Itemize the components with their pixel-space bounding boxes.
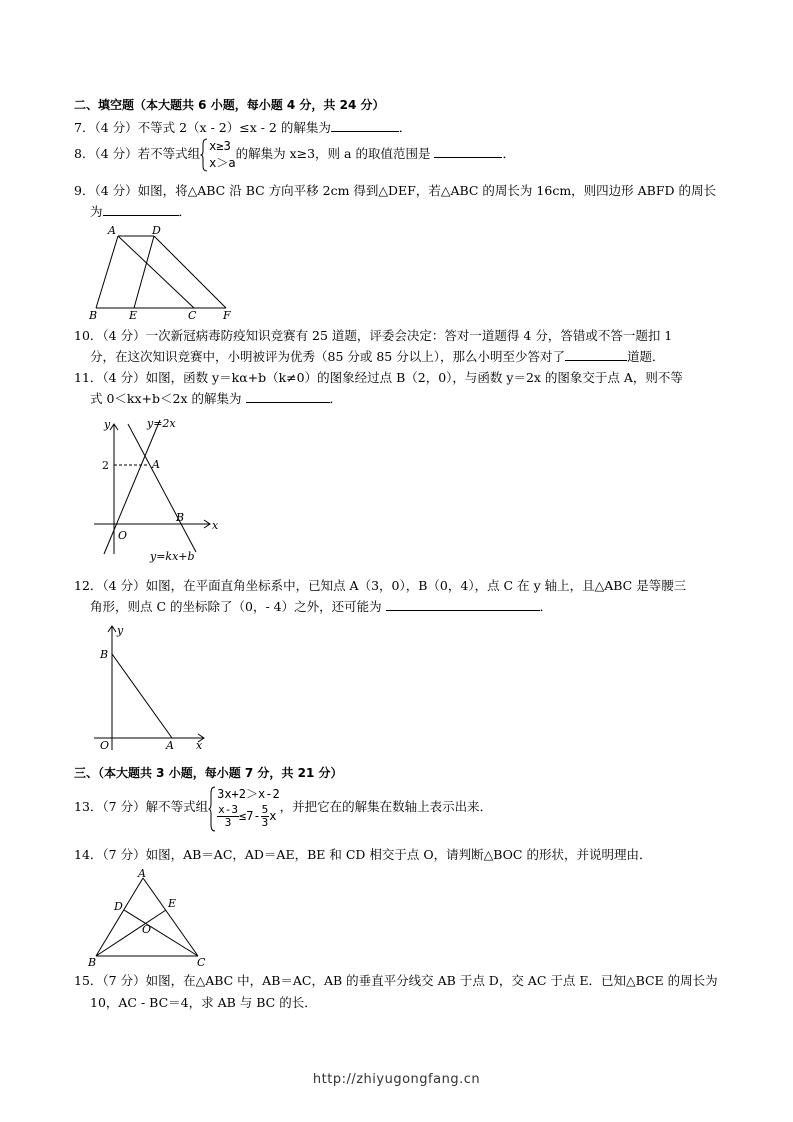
question-14: 14．（7 分）如图，AB＝AC，AD＝AE，BE 和 CD 相交于点 O，请判断△BOC 的形状，并说明理由．	[74, 847, 652, 862]
question-12-end: ．	[539, 599, 553, 614]
question-11-line-2-text: 式 0＜kx+b＜2x 的解集为	[90, 391, 242, 406]
question-10-line-2	[90, 348, 665, 365]
question-15-line-1: 15．（7 分）如图，在△ABC 中，AB＝AC，AB 的垂直平分线交 AB 于点 D，交 AC 于点 E．已知△BCE 的周长为	[74, 973, 718, 988]
axis-label-y: y	[104, 418, 111, 431]
question-12-line-2-text: 角形，则点 C 的坐标除了（0，- 4）之外，还可能为	[90, 599, 382, 614]
footer-url[interactable]: http://zhiyugongfang.cn	[312, 1072, 481, 1087]
answer-blank-10[interactable]	[565, 348, 627, 361]
answer-blank-8[interactable]	[434, 145, 502, 158]
answer-blank-11[interactable]	[246, 390, 330, 403]
question-10-end: 道题．	[626, 349, 665, 364]
fraction-1	[217, 804, 239, 829]
answer-blank-9[interactable]	[103, 203, 179, 216]
question-7-end: ．	[398, 120, 412, 135]
point-label-a: A	[166, 739, 174, 752]
figure-11-graph	[90, 414, 230, 566]
question-8-pre: 8．（4 分）若不等式组	[74, 146, 201, 161]
question-10-line-1: 10．（4 分）一次新冠病毒防疫知识竞赛有 25 道题，评委会决定：答对一道题得 4 分，答错或不答一题扣 1	[74, 328, 673, 343]
point-label-b: B	[176, 511, 185, 524]
axis-label-y: y	[117, 624, 124, 637]
question-10-line-2-text: 分，在这次知识竞赛中，小明被评为优秀（85 分或 85 分以上），那么小明至少答对了	[90, 349, 565, 364]
point-label-a: A	[152, 458, 160, 471]
question-11-line-2	[90, 390, 342, 407]
point-label-c: C	[188, 309, 197, 322]
question-13-pre: 13．（7 分）解不等式组	[74, 799, 209, 814]
question-11-line-1: 11．（4 分）如图，函数 y＝kα+b（k≠0）的图象经过点 B（2，0），与函数 y＝2x 的图象交于点 A，则不等	[74, 370, 683, 385]
origin-label: O	[118, 529, 128, 542]
line-label-kxb: y=kx+b	[150, 550, 195, 563]
origin-label: O	[100, 739, 110, 752]
question-11-end: ．	[329, 391, 343, 406]
point-label-o: O	[142, 923, 152, 936]
question-9-line-1: 9．（4 分）如图，将△ABC 沿 BC 方向平移 2cm 得到△DEF，若△ABC 的周长为 16cm，则四边形 ABFD 的周长	[74, 183, 717, 198]
question-12-line-1: 12．（4 分）如图，在平面直角坐标系中，已知点 A（3，0），B（0，4），点 C 在 y 轴上，且△ABC 是等腰三	[74, 578, 687, 593]
question-7	[74, 119, 411, 136]
inequality-middle: ≤7-	[238, 809, 261, 823]
system-row-1: x≥3	[209, 138, 231, 153]
section-2-title: 二、填空题（本大题共 6 小题，每小题 4 分，共 24 分）	[74, 98, 385, 112]
question-9-line-2-text: 为	[90, 204, 103, 219]
point-label-c: C	[197, 956, 206, 969]
axis-label-x: x	[196, 739, 203, 752]
point-label-b: B	[89, 309, 98, 322]
system-row-2: x＞a	[209, 155, 236, 170]
point-label-a: A	[108, 224, 116, 237]
question-7-text: 7．（4 分）不等式 2（x - 2）≤x - 2 的解集为	[74, 120, 331, 135]
fraction-2-numerator: 5	[261, 803, 269, 816]
fraction-2	[261, 804, 270, 829]
question-12-line-2	[90, 598, 552, 615]
figure-9-translation	[86, 222, 246, 322]
question-8	[74, 137, 515, 172]
line-label-2x: y=2x	[147, 417, 176, 430]
section-3-title: 三、（本大题共 3 小题，每小题 7 分，共 21 分）	[74, 766, 343, 780]
point-label-a: A	[138, 867, 146, 880]
axis-label-x: x	[212, 519, 219, 532]
tick-label-2: 2	[102, 459, 109, 472]
fraction-2-denominator: 3	[261, 816, 269, 829]
point-label-e: E	[129, 309, 138, 322]
question-13-post: ，并把它在的解集在数轴上表示出来．	[279, 799, 493, 814]
question-9-line-2	[90, 203, 191, 220]
brace-icon	[208, 786, 216, 832]
inequality-tail: x	[269, 809, 277, 823]
point-label-f: F	[223, 309, 231, 322]
answer-blank-12[interactable]	[386, 598, 540, 611]
inequality-system-13	[208, 786, 280, 829]
fraction-1-denominator: 3	[224, 816, 232, 829]
point-label-b: B	[88, 956, 97, 969]
question-13	[74, 784, 492, 830]
system-row-1: 3x+2＞x-2	[217, 787, 280, 801]
brace-icon	[200, 138, 208, 172]
figure-12-coordinate	[92, 622, 212, 752]
question-15-line-2: 10，AC - BC＝4，求 AB 与 BC 的长．	[90, 995, 317, 1010]
point-label-e: E	[168, 897, 177, 910]
point-label-d: D	[114, 900, 123, 913]
system-row-2	[217, 803, 280, 829]
question-8-post: 的解集为 x≥3，则 a 的取值范围是	[235, 146, 431, 161]
point-label-b: B	[100, 648, 109, 661]
inequality-system-8	[200, 138, 235, 172]
fraction-1-numerator: x-3	[218, 803, 238, 816]
question-8-end: ．	[502, 146, 515, 161]
figure-14-triangle	[86, 866, 216, 970]
point-label-d: D	[152, 224, 161, 237]
answer-blank-7[interactable]	[331, 119, 399, 132]
question-9-end: ．	[178, 204, 192, 219]
